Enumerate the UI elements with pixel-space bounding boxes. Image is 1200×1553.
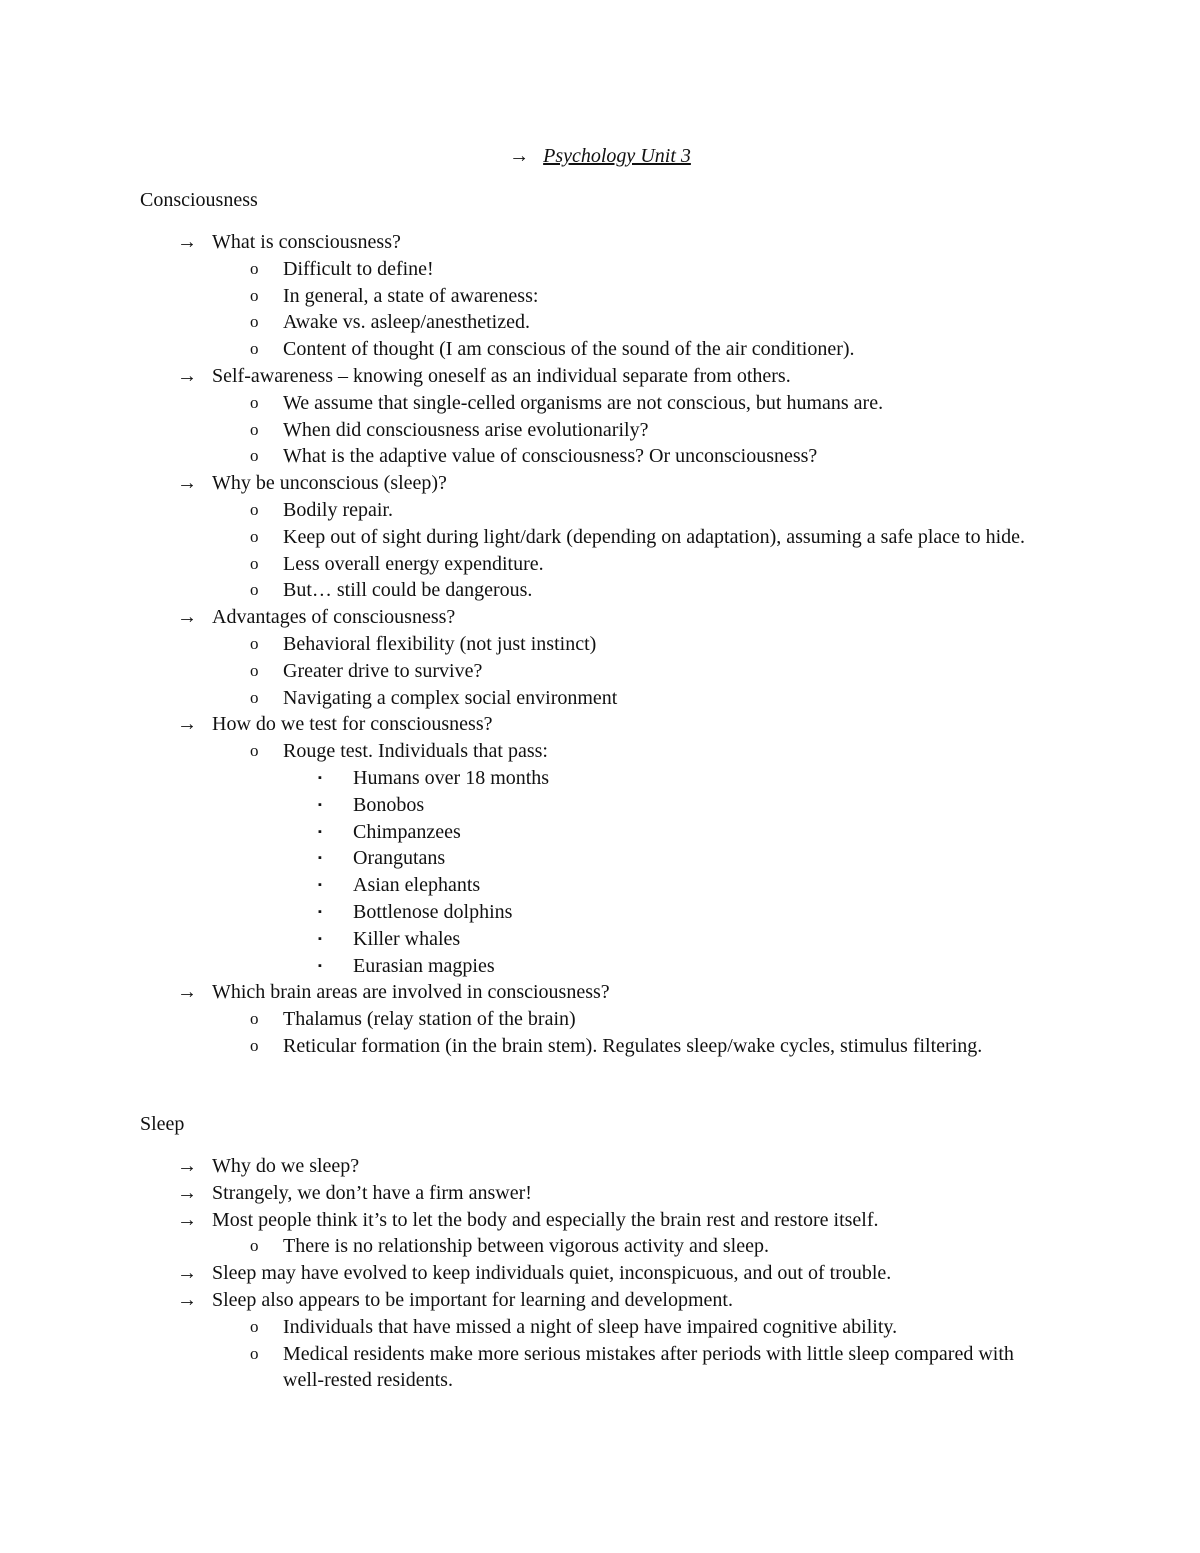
list-item-text: Bonobos bbox=[353, 793, 425, 816]
list-item-text: Bodily repair. bbox=[283, 498, 393, 521]
list-item-level-1 bbox=[0, 470, 1200, 497]
arrow-bullet-icon: → bbox=[177, 364, 197, 387]
list-item-level-1 bbox=[0, 1153, 1200, 1180]
list-item-text: Greater drive to survive? bbox=[283, 659, 483, 682]
circle-bullet-icon: o bbox=[250, 1009, 259, 1029]
circle-bullet-icon: o bbox=[250, 687, 259, 707]
list-item-text: Strangely, we don’t have a firm answer! bbox=[212, 1181, 532, 1204]
list-item-text: We assume that single-celled organisms are not conscious, but humans are. bbox=[283, 391, 884, 414]
list-item-level-2 bbox=[0, 497, 1200, 524]
list-item-text: What is the adaptive value of consciousness? Or unconsciousness? bbox=[283, 445, 818, 468]
list-item-level-1 bbox=[0, 229, 1200, 256]
list-item-level-2 bbox=[0, 417, 1200, 444]
list-item-level-3 bbox=[0, 792, 1200, 819]
list-item-text: Chimpanzees bbox=[353, 820, 461, 843]
list-item-level-2 bbox=[0, 1341, 1200, 1395]
list-item-text: Less overall energy expenditure. bbox=[283, 552, 544, 575]
list-item-text: Self-awareness – knowing oneself as an individual separate from others. bbox=[212, 364, 791, 387]
title-text: Psychology Unit 3 bbox=[543, 145, 691, 167]
list-item-text: When did consciousness arise evolutionarily? bbox=[283, 418, 649, 441]
circle-bullet-icon: o bbox=[250, 446, 259, 466]
list-item-text: Navigating a complex social environment bbox=[283, 686, 618, 709]
circle-bullet-icon: o bbox=[250, 392, 259, 412]
arrow-bullet-icon: → bbox=[177, 1208, 197, 1231]
square-bullet-icon: ▪ bbox=[318, 771, 322, 784]
sleep-list bbox=[0, 1153, 1200, 1394]
list-item-text: Reticular formation (in the brain stem). Regulates sleep/wake cycles, stimulus filtering. bbox=[283, 1034, 983, 1057]
list-item-text: Most people think it’s to let the body and especially the brain rest and restore itself. bbox=[212, 1208, 879, 1231]
title-arrow-icon: → bbox=[509, 145, 530, 167]
list-item-text: What is consciousness? bbox=[212, 231, 401, 253]
list-item-text: Keep out of sight during light/dark (depending on adaptation), assuming a safe place to hide. bbox=[283, 525, 1026, 548]
list-item-text: There is no relationship between vigorous activity and sleep. bbox=[283, 1235, 769, 1258]
list-item-text: Rouge test. Individuals that pass: bbox=[283, 740, 548, 763]
list-item-text: Sleep may have evolved to keep individuals quiet, inconspicuous, and out of trouble. bbox=[212, 1262, 892, 1285]
list-item-level-2 bbox=[0, 524, 1200, 551]
list-item-text: Sleep also appears to be important for learning and development. bbox=[212, 1288, 733, 1311]
arrow-bullet-icon: → bbox=[177, 1155, 197, 1177]
list-item-level-1 bbox=[0, 1260, 1200, 1287]
list-item-level-2 bbox=[0, 256, 1200, 283]
circle-bullet-icon: o bbox=[250, 499, 259, 519]
list-item-level-3 bbox=[0, 765, 1200, 792]
list-item-text: Individuals that have missed a night of sleep have impaired cognitive ability. bbox=[283, 1315, 898, 1338]
page-title bbox=[0, 143, 1200, 169]
circle-bullet-icon: o bbox=[250, 258, 259, 278]
list-item-level-2 bbox=[0, 1314, 1200, 1341]
list-item-text: Medical residents make more serious mistakes after periods with little sleep compared with well-rested residents. bbox=[283, 1342, 1014, 1392]
list-item-level-2 bbox=[0, 283, 1200, 310]
circle-bullet-icon: o bbox=[250, 339, 259, 359]
section-heading-sleep: Sleep bbox=[140, 1113, 185, 1135]
circle-bullet-icon: o bbox=[250, 1035, 259, 1055]
consciousness-list bbox=[0, 229, 1200, 1060]
list-item-level-2 bbox=[0, 443, 1200, 470]
list-item-text: How do we test for consciousness? bbox=[212, 713, 493, 736]
list-item-level-2 bbox=[0, 685, 1200, 712]
circle-bullet-icon: o bbox=[250, 741, 259, 761]
list-item-level-2 bbox=[0, 658, 1200, 685]
circle-bullet-icon: o bbox=[250, 1316, 259, 1336]
list-item-text: Humans over 18 months bbox=[353, 766, 550, 789]
square-bullet-icon: ▪ bbox=[318, 932, 322, 945]
list-item-text: Asian elephants bbox=[353, 874, 481, 897]
list-item-text: Content of thought (I am conscious of the sound of the air conditioner). bbox=[283, 338, 855, 361]
arrow-bullet-icon: → bbox=[177, 472, 197, 495]
list-item-level-3 bbox=[0, 899, 1200, 926]
list-item-level-2 bbox=[0, 1033, 1200, 1060]
square-bullet-icon: ▪ bbox=[318, 959, 322, 972]
list-item-level-3 bbox=[0, 872, 1200, 899]
list-item-text: Which brain areas are involved in consciousness? bbox=[212, 981, 610, 1004]
arrow-bullet-icon: → bbox=[177, 231, 197, 253]
list-item-text: But… still could be dangerous. bbox=[283, 579, 533, 602]
list-item-level-1 bbox=[0, 363, 1200, 390]
list-item-text: Thalamus (relay station of the brain) bbox=[283, 1008, 576, 1031]
list-item-text: Advantages of consciousness? bbox=[212, 606, 456, 629]
square-bullet-icon: ▪ bbox=[318, 825, 322, 838]
list-item-text: Awake vs. asleep/anesthetized. bbox=[283, 311, 530, 334]
arrow-bullet-icon: → bbox=[177, 981, 197, 1004]
list-item-level-2 bbox=[0, 738, 1200, 765]
list-item-level-2 bbox=[0, 390, 1200, 417]
list-item-level-1 bbox=[0, 1207, 1200, 1234]
square-bullet-icon: ▪ bbox=[318, 852, 322, 865]
list-item-level-3 bbox=[0, 953, 1200, 980]
list-item-level-1 bbox=[0, 979, 1200, 1006]
square-bullet-icon: ▪ bbox=[318, 905, 322, 918]
list-item-text: Killer whales bbox=[353, 927, 461, 950]
list-item-level-2 bbox=[0, 336, 1200, 363]
circle-bullet-icon: o bbox=[250, 660, 259, 680]
list-item-text: In general, a state of awareness: bbox=[283, 284, 539, 307]
arrow-bullet-icon: → bbox=[177, 713, 197, 736]
list-item-text: Orangutans bbox=[353, 847, 446, 870]
list-item-level-2 bbox=[0, 551, 1200, 578]
list-item-text: Bottlenose dolphins bbox=[353, 900, 513, 923]
arrow-bullet-icon: → bbox=[177, 1262, 197, 1285]
list-item-level-1 bbox=[0, 1180, 1200, 1207]
circle-bullet-icon: o bbox=[250, 580, 259, 600]
list-item-level-2 bbox=[0, 1233, 1200, 1260]
circle-bullet-icon: o bbox=[250, 1236, 259, 1256]
list-item-text: Difficult to define! bbox=[283, 257, 434, 280]
list-item-level-2 bbox=[0, 309, 1200, 336]
list-item-text: Why be unconscious (sleep)? bbox=[212, 472, 447, 495]
circle-bullet-icon: o bbox=[250, 285, 259, 305]
arrow-bullet-icon: → bbox=[177, 606, 197, 629]
list-item-text: Eurasian magpies bbox=[353, 954, 495, 977]
section-heading-consciousness: Consciousness bbox=[140, 189, 258, 211]
list-item-level-1 bbox=[0, 604, 1200, 631]
list-item-level-3 bbox=[0, 845, 1200, 872]
circle-bullet-icon: o bbox=[250, 526, 259, 546]
circle-bullet-icon: o bbox=[250, 419, 259, 439]
square-bullet-icon: ▪ bbox=[318, 879, 322, 892]
list-item-level-3 bbox=[0, 819, 1200, 846]
list-item-text: Behavioral flexibility (not just instinct) bbox=[283, 632, 597, 655]
list-item-level-2 bbox=[0, 631, 1200, 658]
circle-bullet-icon: o bbox=[250, 312, 259, 332]
circle-bullet-icon: o bbox=[250, 633, 259, 653]
arrow-bullet-icon: → bbox=[177, 1288, 197, 1311]
square-bullet-icon: ▪ bbox=[318, 798, 322, 811]
circle-bullet-icon: o bbox=[250, 1343, 259, 1363]
list-item-level-2 bbox=[0, 577, 1200, 604]
list-item-level-1 bbox=[0, 1287, 1200, 1314]
circle-bullet-icon: o bbox=[250, 553, 259, 573]
list-item-level-3 bbox=[0, 926, 1200, 953]
arrow-bullet-icon: → bbox=[177, 1181, 197, 1204]
list-item-level-2 bbox=[0, 1006, 1200, 1033]
list-item-text: Why do we sleep? bbox=[212, 1155, 360, 1177]
list-item-level-1 bbox=[0, 711, 1200, 738]
